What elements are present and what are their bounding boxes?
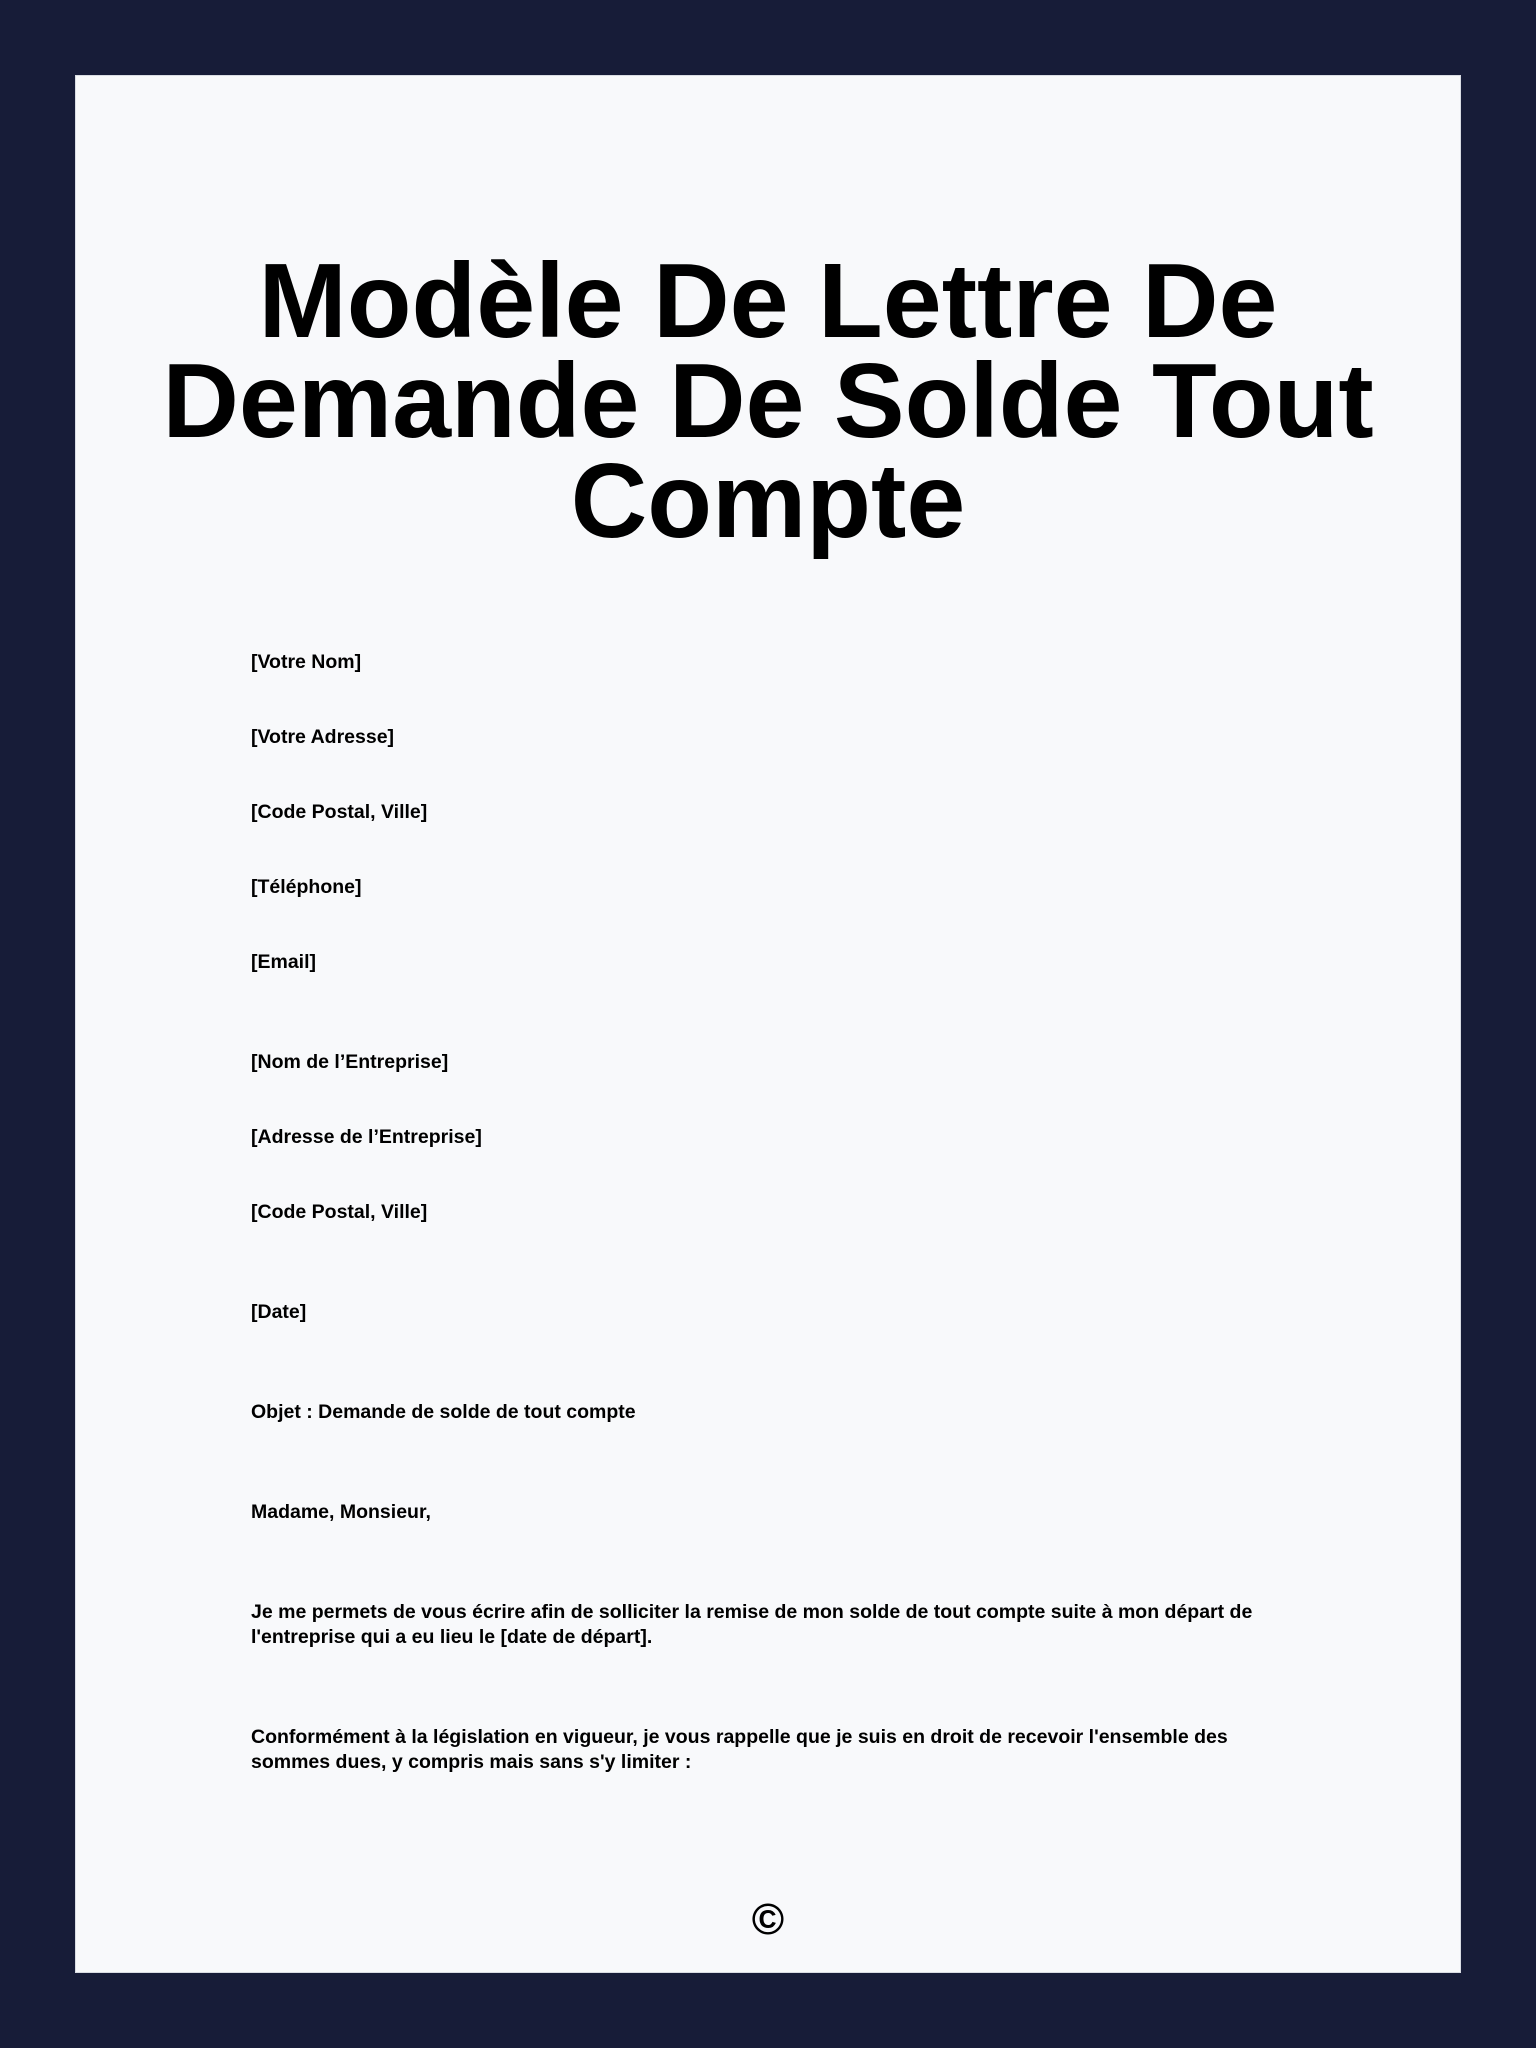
- title-line-3: Compte: [570, 442, 966, 560]
- sender-name: [Votre Nom]: [251, 651, 362, 673]
- recipient-company-address: [Adresse de l’Entreprise]: [251, 1126, 482, 1148]
- letter-page: [75, 75, 1461, 1973]
- sender-phone: [Téléphone]: [251, 876, 362, 898]
- page-title: [76, 242, 1460, 560]
- title-line-1: Modèle De Lettre De: [258, 242, 1278, 360]
- sender-address: [Votre Adresse]: [251, 726, 395, 748]
- title-line-2: Demande De Solde Tout: [162, 342, 1374, 460]
- sender-postal-city: [Code Postal, Ville]: [251, 801, 428, 823]
- copyright-icon: ©: [751, 1895, 785, 1944]
- paragraph-1: Je me permets de vous écrire afin de solliciter la remise de mon solde de tout compte suite à mon départ de l'entreprise qui a eu lieu le [date de départ].: [251, 1601, 1253, 1648]
- letter-date: [Date]: [251, 1301, 307, 1323]
- recipient-postal-city: [Code Postal, Ville]: [251, 1201, 428, 1223]
- letter-salutation: Madame, Monsieur,: [251, 1501, 431, 1523]
- recipient-company-name: [Nom de l’Entreprise]: [251, 1051, 449, 1073]
- sender-email: [Email]: [251, 951, 317, 973]
- paragraph-2: Conformément à la législation en vigueur, je vous rappelle que je suis en droit de recevoir l'ensemble des sommes dues, y compris mais sans s'y limiter :: [251, 1726, 1228, 1773]
- letter-subject: Objet : Demande de solde de tout compte: [251, 1401, 636, 1423]
